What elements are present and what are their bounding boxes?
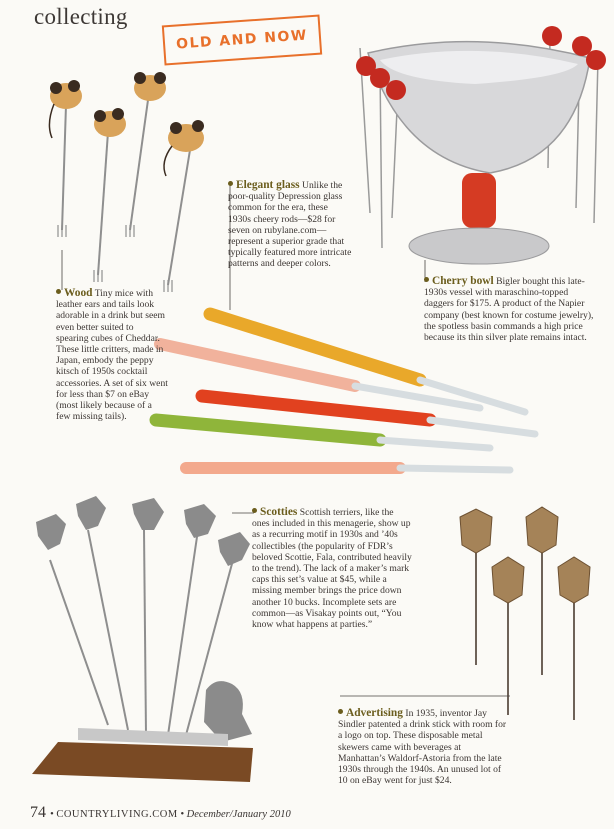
page-number: 74 [30,804,46,821]
footer-issue: December/January 2010 [186,809,291,820]
caption-glass-heading: Elegant glass [228,179,300,191]
caption-scotties-body: Scottish terriers, like the ones included in this menagerie, show up as a recurring motif in 1930s and ’40s collectibles (the popularity of FDR’s beloved Scottie, Fala, contributed heavily to the trend). The lack of a maker’s mark caps this set’s value at $45, while a missing member brings the price down another 10 bucks. Incomplete sets are common—as Visakay points out, “You know what happens at parties.” [252,507,412,631]
footer-site: COUNTRYLIVING.COM [56,809,178,820]
caption-advertising-body: In 1935, inventor Jay Sindler patented a drink stick with room for a logo on top. These disposable metal skewers came with beverages at Manhattan’s Waldorf-Astoria from the late 1930s through the 1940s. An unused lot of 10 on eBay went for just $24. [338,708,507,787]
caption-scotties-heading: Scotties [252,506,297,518]
caption-glass-body: Unlike the poor-quality Depression glass common for the era, these 1930s cheery rods—$28 for seven on rubylane.com—represent a superior grade that typically featured more intricate patterns and deeper colors. [228,180,352,270]
caption-wood-heading: Wood [56,287,93,299]
caption-cherry [424,276,594,343]
caption-advertising [338,708,508,786]
caption-wood [56,288,168,422]
caption-wood-body: Tiny mice with leather ears and tails look adorable in a drink but seem even better suited to spearing cubes of Cheddar. These little critters, made in Japan, embody the peppy kitsch of 1950s cocktail accessories. A set of six went for less than $7 on eBay (most likely because of a few missing tails). [56,288,168,423]
caption-glass [228,180,352,270]
caption-cherry-heading: Cherry bowl [424,275,494,287]
stamp-text: OLD AND NOW [175,27,309,53]
caption-advertising-heading: Advertising [338,707,403,719]
section-title: collecting [34,4,128,29]
caption-scotties [252,507,412,630]
page-footer: 74 • COUNTRYLIVING.COM • December/January 2010 [30,804,291,821]
caption-cherry-body: Bigler bought this late-1930s vessel with maraschino-topped daggers for $175. A product of the Napier company (best known for costume jewelry), the spotless basin commands a high price because its thin silver plate remains intact. [424,276,594,344]
